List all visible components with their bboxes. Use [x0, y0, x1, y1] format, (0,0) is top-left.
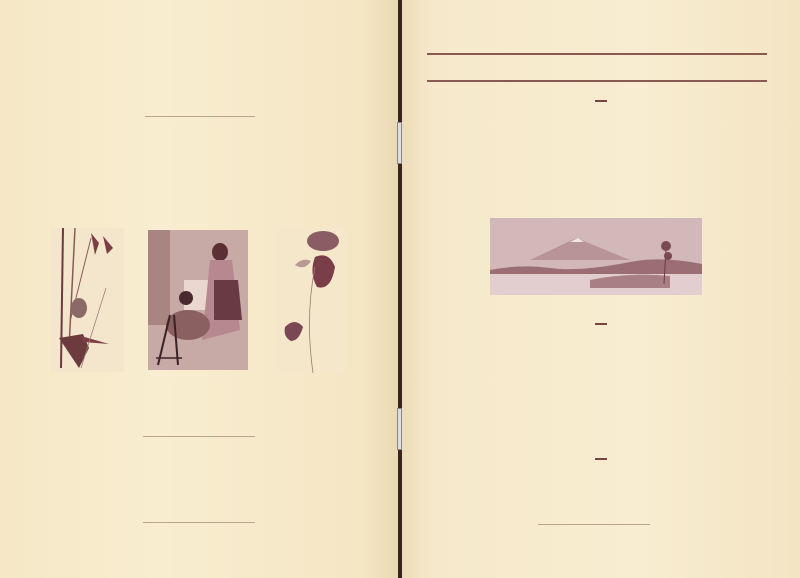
divider [538, 524, 650, 525]
section-heading-pictures-in-sets [401, 89, 800, 99]
section-heading-picture-postcards [401, 312, 800, 322]
staple [397, 122, 402, 164]
header-rule-top [427, 53, 767, 55]
book-spine [398, 0, 402, 578]
header-rule-bottom [427, 80, 767, 82]
print-image-1413 [51, 228, 124, 372]
print-image-1403 [148, 230, 248, 370]
divider [143, 436, 255, 437]
print-image-1416-mount-fuji [490, 218, 702, 295]
staple [397, 408, 402, 450]
print-image-1414 [275, 227, 348, 373]
divider [143, 522, 255, 523]
divider [145, 116, 255, 117]
section-heading-six-leaved-screens [401, 447, 800, 457]
